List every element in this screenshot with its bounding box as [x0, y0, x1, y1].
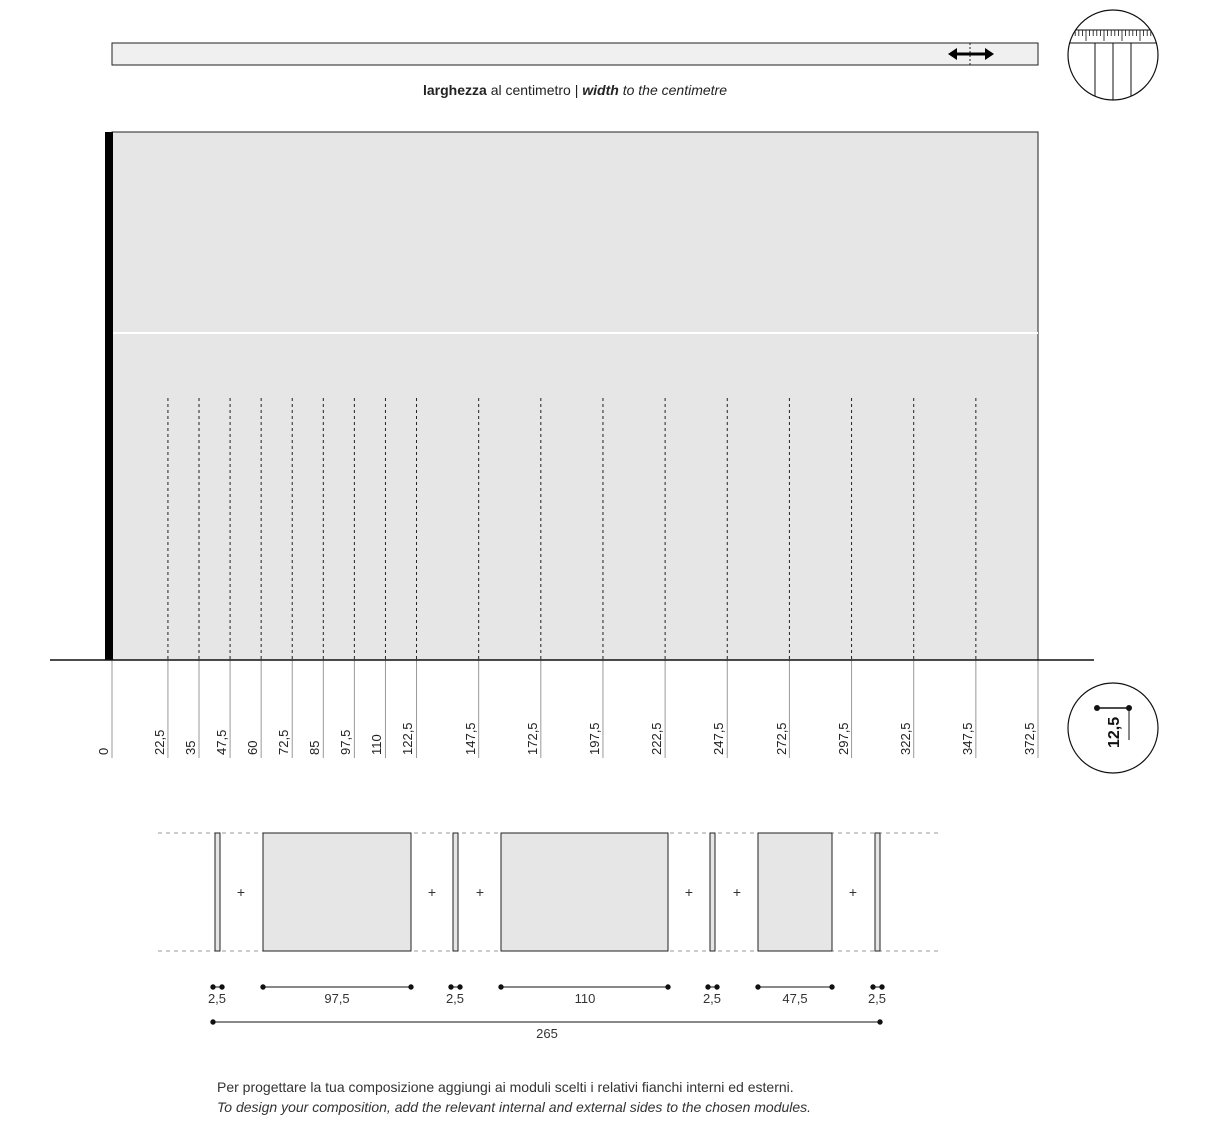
scale-label: 35 — [183, 740, 198, 755]
module-width-label: 97,5 — [324, 991, 350, 1006]
scale-label: 197,5 — [587, 722, 602, 755]
footer-line-italian: Per progettare la tua composizione aggiungi ai moduli scelti i relativi fianchi interni ed esterni. — [217, 1079, 794, 1095]
module-width-label: 47,5 — [782, 991, 808, 1006]
caption-bold: larghezza — [423, 82, 487, 98]
svg-text:+: + — [848, 884, 858, 900]
caption-bold-italic: width — [582, 82, 619, 98]
side-panel — [710, 833, 715, 951]
scale-label: 85 — [307, 740, 322, 755]
scale-label: 247,5 — [711, 722, 726, 755]
side-width-label: 2,5 — [867, 991, 887, 1006]
caption-italic: to the centimetre — [618, 82, 727, 98]
module-panel — [501, 833, 668, 951]
footer-note — [217, 1077, 811, 1117]
scale-label: 97,5 — [338, 729, 353, 755]
scale-label: 22,5 — [152, 729, 167, 755]
caption-normal: al centimetro | — [486, 82, 583, 98]
scale-label: 0 — [96, 747, 111, 755]
side-panel — [453, 833, 458, 951]
side-width-label: 2,5 — [207, 991, 227, 1006]
footer-line-english: To design your composition, add the relevant internal and external sides to the chosen modules. — [217, 1099, 812, 1115]
scale-labels — [96, 722, 1037, 755]
step-dimension-icon — [1068, 683, 1158, 773]
width-caption — [0, 82, 1150, 98]
scale-label: 110 — [369, 734, 384, 755]
scale-label: 372,5 — [1022, 722, 1037, 755]
scale-label: 322,5 — [898, 722, 913, 755]
module-panel — [758, 833, 832, 951]
composition — [158, 833, 938, 1041]
module-panel — [263, 833, 411, 951]
svg-text:+: + — [684, 884, 694, 900]
scale-label: 347,5 — [960, 722, 975, 755]
scale-label: 147,5 — [463, 722, 478, 755]
scale-label: 222,5 — [649, 722, 664, 755]
total-width-label: 265 — [536, 1026, 558, 1041]
width-bar — [112, 43, 1038, 65]
svg-text:+: + — [732, 884, 742, 900]
scale-label: 72,5 — [276, 729, 291, 755]
scale-label: 47,5 — [214, 729, 229, 755]
scale-label: 272,5 — [774, 722, 789, 755]
scale-label: 172,5 — [525, 722, 540, 755]
side-panel — [215, 833, 220, 951]
svg-text:+: + — [236, 884, 246, 900]
scale-label: 297,5 — [836, 722, 851, 755]
side-width-label: 2,5 — [445, 991, 465, 1006]
module-width-label: 110 — [574, 991, 596, 1006]
svg-text:+: + — [475, 884, 485, 900]
scale-label: 122,5 — [400, 722, 415, 755]
svg-text:+: + — [427, 884, 437, 900]
step-value: 12,5 — [1106, 716, 1123, 748]
main-panel — [105, 132, 1038, 660]
scale-label: 60 — [245, 740, 260, 755]
side-panel — [875, 833, 880, 951]
side-width-label: 2,5 — [702, 991, 722, 1006]
